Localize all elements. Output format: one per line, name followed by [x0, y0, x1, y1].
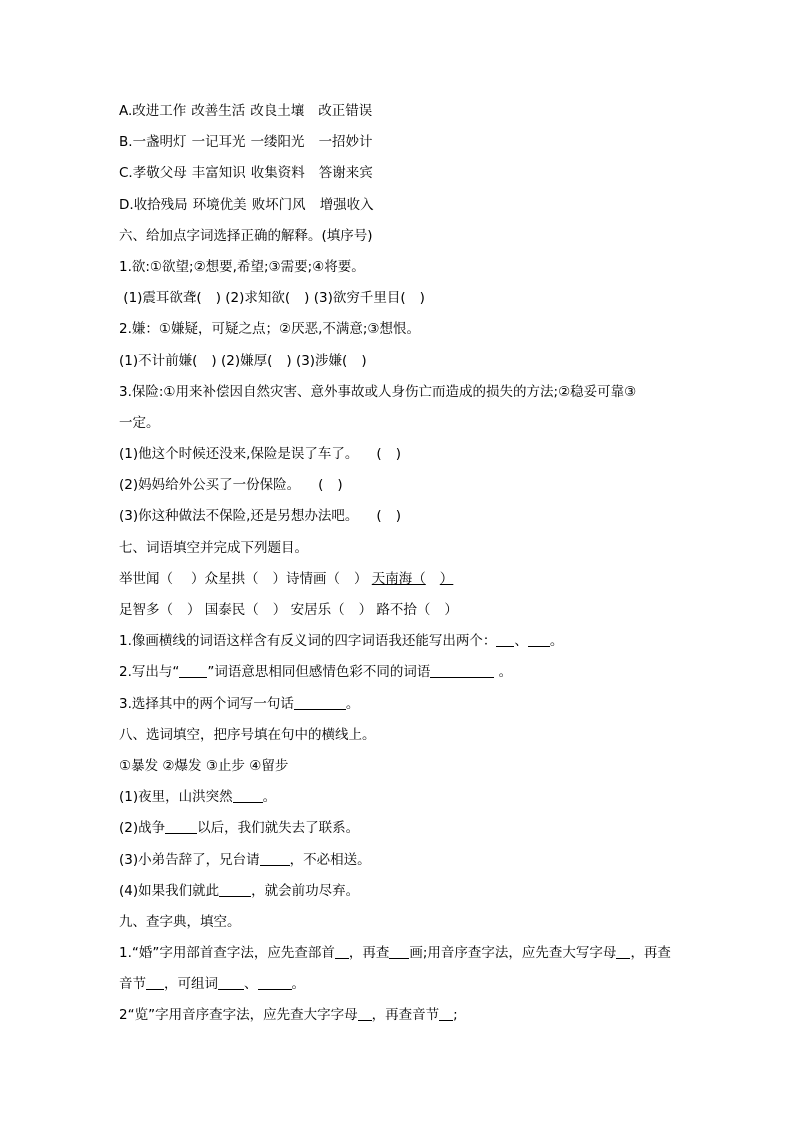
option-word: 改进工作 — [132, 103, 187, 119]
s8-sentence-2: (2)战争 以后，我们就失去了联系。 — [119, 820, 360, 837]
q2-definitions: 2.嫌：①嫌疑，可疑之点；②厌恶,不满意;③想恨。 — [119, 321, 421, 338]
option-b — [119, 127, 679, 158]
underlined-idiom: 天南海（ ） — [371, 570, 454, 587]
option-word: 一缕阳光 — [250, 134, 305, 151]
section-9-heading: 九、查字典，填空。 — [119, 913, 241, 930]
section-6-heading: 六、给加点字词选择正确的解释。(填序号) — [119, 227, 373, 244]
idiom-row-2: 足智多（ ） 国泰民（ ） 安居乐（ ） 路不拾（ ） — [119, 602, 458, 618]
s9-question-2: 2“览”字用音序查字法，应先查大字字母 ，再查音节 ; — [119, 1007, 458, 1024]
s8-sentence-4: (4)如果我们就此 ，就会前功尽弃。 — [119, 882, 360, 899]
option-word: 丰富知识 — [191, 165, 246, 182]
option-letter: C. — [119, 165, 133, 182]
s8-sentence-3: (3)小弟告辞了，兄台请 ，不必相送。 — [119, 851, 371, 868]
q3-sentence-3: (3)你这种做法不保险,还是另想办法吧。 ( ) — [119, 508, 401, 525]
option-word: 收拾残局 — [133, 196, 188, 213]
word-options: ①暴发 ②爆发 ③止步 ④留步 — [119, 757, 289, 774]
option-word: 一招妙计 — [318, 134, 373, 151]
s7-question-1: 1.像画横线的词语这样含有反义词的四字词语我还能写出两个： 、 。 — [119, 633, 564, 650]
option-word: 增强收入 — [319, 196, 374, 213]
option-d — [119, 190, 679, 221]
option-word: 收集资料 — [250, 165, 305, 182]
s8-sentence-1: (1)夜里，山洪突然 。 — [119, 789, 277, 806]
option-word: 一盏明灯 — [132, 134, 187, 151]
q3-sentence-2: (2)妈妈给外公买了一份保险。 ( ) — [119, 477, 343, 494]
option-letter: A. — [119, 103, 133, 119]
section-7-heading: 七、词语填空并完成下列题目。 — [119, 539, 308, 556]
section-8-heading: 八、选词填空，把序号填在句中的横线上。 — [119, 726, 376, 743]
idiom-row-1: 举世闻（ ）众星拱（ ）诗情画（ ） 天南海（ ） — [119, 570, 454, 587]
option-a — [119, 96, 679, 127]
s9-question-1-line-2: 音节 ，可组词 、 。 — [119, 976, 305, 993]
option-word: 改良土壤 — [250, 103, 305, 119]
s9-question-1-line-1: 1.“婚”字用部首查字法，应先查部首 ，再查 画;用音序查字法，应先查大写字母 ，再查 — [119, 945, 671, 962]
option-word: 改善生活 — [191, 103, 246, 119]
option-c — [119, 158, 679, 189]
option-word: 答谢来宾 — [318, 165, 373, 182]
s7-question-2: 2.写出与“ ”词语意思相同但感情色彩不同的词语 。 — [119, 664, 513, 681]
option-letter: B. — [119, 134, 133, 151]
option-word: 改正错误 — [318, 103, 373, 119]
option-word: 一记耳光 — [191, 134, 246, 151]
q1-items: (1)震耳欲聋( ) (2)求知欲( ) (3)欲穷千里目( ) — [123, 290, 425, 307]
q3-definitions-line-2: 一定。 — [119, 414, 160, 431]
option-word: 环境优美 — [192, 196, 247, 213]
option-letter: D. — [119, 196, 134, 213]
q3-definitions-line-1: 3.保险:①用来补偿因自然灾害、意外事故或人身伤亡而造成的损失的方法;②稳妥可靠③ — [119, 383, 637, 400]
option-word: 败坏门风 — [251, 196, 306, 213]
q1-definitions: 1.欲:①欲望;②想要,希望;③需要;④将要。 — [119, 258, 365, 275]
q2-items: (1)不计前嫌( ) (2)嫌厚( ) (3)涉嫌( ) — [119, 352, 367, 369]
worksheet-page — [119, 96, 679, 1032]
option-word: 孝敬父母 — [132, 165, 187, 182]
s7-question-3: 3.选择其中的两个词写一句话 。 — [119, 695, 360, 712]
q3-sentence-1: (1)他这个时候还没来,保险是误了车了。 ( ) — [119, 446, 401, 463]
